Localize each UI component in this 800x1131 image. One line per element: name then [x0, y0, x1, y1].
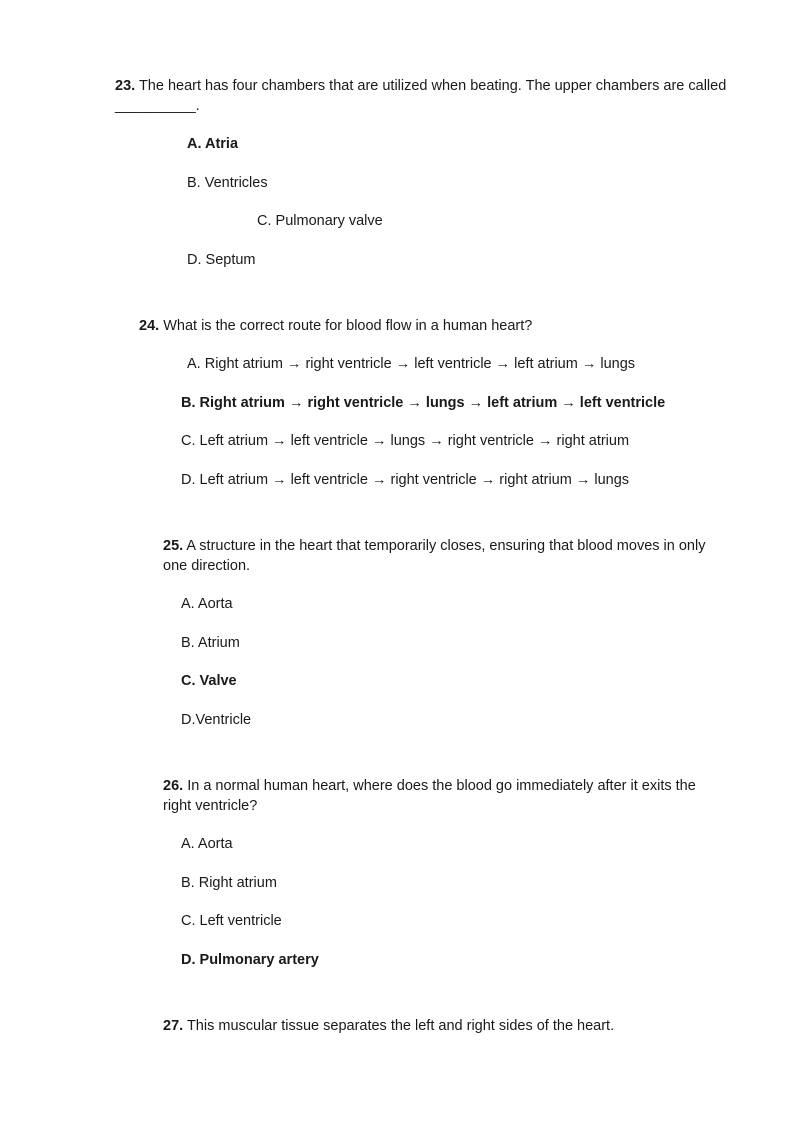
- option-a[interactable]: A. Aorta: [181, 596, 233, 612]
- option-d[interactable]: D. Septum: [187, 252, 256, 268]
- question-prompt: What is the correct route for blood flow in a human heart?: [163, 318, 533, 334]
- question-prompt: This muscular tissue separates the left and right sides of the heart.: [186, 1018, 615, 1034]
- question-text: [115, 76, 755, 96]
- option-c[interactable]: C. Left ventricle: [181, 913, 282, 929]
- question-prompt: In a normal human heart, where does the blood go immediately after it exits the: [187, 778, 696, 794]
- question-number: 26.: [163, 778, 184, 794]
- answer-blank: __________.: [115, 98, 200, 114]
- question-number: 25.: [163, 538, 184, 554]
- question-prompt-continued: right ventricle?: [163, 798, 258, 814]
- option-d[interactable]: D. Pulmonary artery: [181, 952, 319, 968]
- option-d[interactable]: D. Left atrium → left ventricle → right ventricle → right atrium → lungs: [181, 472, 630, 488]
- question-text: [139, 316, 532, 336]
- question-prompt: The heart has four chambers that are utilized when beating. The upper chambers are called: [138, 78, 727, 94]
- option-c[interactable]: C. Valve: [181, 673, 237, 689]
- option-a[interactable]: A. Atria: [187, 136, 239, 152]
- option-a[interactable]: A. Aorta: [181, 836, 233, 852]
- option-b[interactable]: B. Right atrium: [181, 875, 277, 891]
- option-b[interactable]: B. Right atrium → right ventricle → lungs → left atrium → left ventricle: [181, 395, 666, 411]
- question-text: [163, 1016, 614, 1036]
- question-text: [163, 536, 705, 556]
- question-prompt: A structure in the heart that temporarily closes, ensuring that blood moves in only: [186, 538, 706, 554]
- question-prompt-continued: one direction.: [163, 558, 251, 574]
- question-number: 24.: [139, 318, 160, 334]
- option-c[interactable]: C. Left atrium → left ventricle → lungs → right ventricle → right atrium: [181, 433, 630, 449]
- option-b[interactable]: B. Atrium: [181, 635, 240, 651]
- option-b[interactable]: B. Ventricles: [187, 175, 268, 191]
- option-d[interactable]: D.Ventricle: [181, 712, 252, 728]
- question-text: [163, 776, 696, 796]
- option-c[interactable]: C. Pulmonary valve: [257, 213, 383, 229]
- question-number: 23.: [115, 78, 136, 94]
- question-number: 27.: [163, 1018, 184, 1034]
- option-a[interactable]: A. Right atrium → right ventricle → left ventricle → left atrium → lungs: [187, 356, 636, 372]
